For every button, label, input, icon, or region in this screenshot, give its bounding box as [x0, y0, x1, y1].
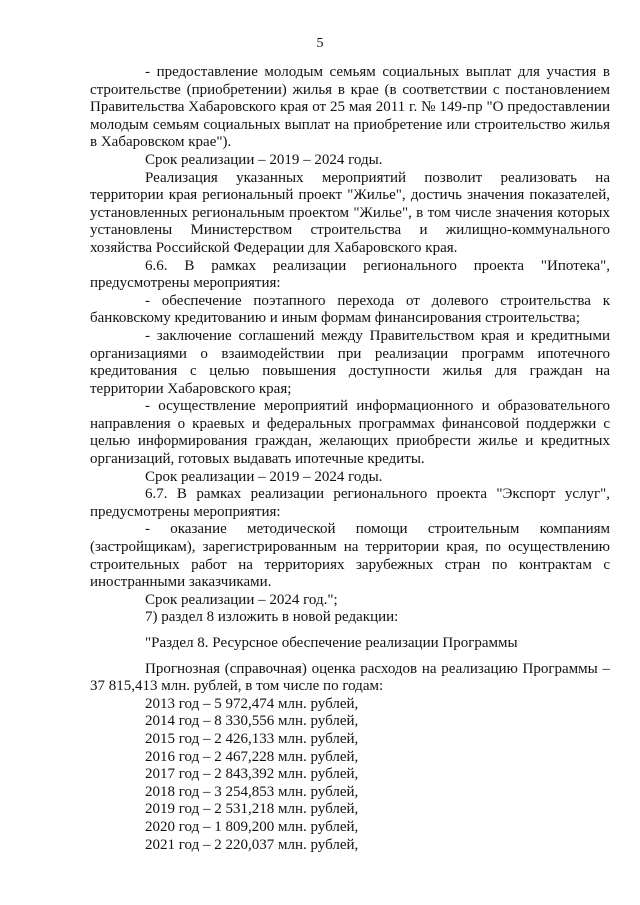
paragraph: - предоставление молодым семьям социальных выплат для участия в строительстве (приобретении) жилья в крае (в соответствии с постановлением Правительства Хабаровского края от 25 мая 2011 г. № 149-пр "О предоставлении молодым семьям социальных выплат на приобретение или строительство жилья в Хабаровском крае"). [90, 64, 610, 151]
paragraph: 7) раздел 8 изложить в новой редакции: [145, 609, 399, 626]
paragraph: 6.6. В рамках реализации регионального проекта "Ипотека", предусмотрены мероприятия: [90, 257, 610, 292]
year-line: 2013 год – 5 972,474 млн. рублей, [145, 695, 359, 712]
year-line: 2021 год – 2 220,037 млн. рублей, [145, 836, 359, 853]
paragraph: Срок реализации – 2019 – 2024 годы. [145, 468, 383, 485]
year-line: 2015 год – 2 426,133 млн. рублей, [145, 730, 359, 747]
paragraph: - оказание методической помощи строительным компаниям (застройщикам), зарегистрированным на территории края, по осуществлению строительных работ на территориях зарубежных стран по контрактам с иностранными заказчиками. [90, 521, 610, 591]
year-line: 2020 год – 1 809,200 млн. рублей, [145, 818, 359, 835]
year-line: 2017 год – 2 843,392 млн. рублей, [145, 766, 359, 783]
paragraph: Реализация указанных мероприятий позволит реализовать на территории края региональный проект "Жилье", достичь значения показателей, установленных региональным проектом "Жилье", в том числе значения которых установлены Министерством строительства и жилищно-коммунального хозяйства Российской Федерации для Хабаровского края. [90, 169, 610, 256]
year-line: 2019 год – 2 531,218 млн. рублей, [145, 801, 359, 818]
year-line: 2018 год – 3 254,853 млн. рублей, [145, 783, 359, 800]
paragraph: - осуществление мероприятий информационного и образовательного направления о краевых и федеральных программах финансовой поддержки с целью информирования граждан, желающих приобрести жилье и кредитных организаций, готовых выдавать ипотечные кредиты. [90, 398, 610, 468]
paragraph: Срок реализации – 2019 – 2024 годы. [145, 151, 383, 168]
page-number: 5 [316, 36, 324, 51]
paragraph: Срок реализации – 2024 год."; [145, 591, 338, 608]
document-body [90, 64, 610, 854]
section-heading: "Раздел 8. Ресурсное обеспечение реализации Программы [145, 635, 518, 651]
year-line: 2016 год – 2 467,228 млн. рублей, [145, 748, 359, 765]
paragraph: 6.7. В рамках реализации регионального проекта "Экспорт услуг", предусмотрены мероприятия: [90, 486, 610, 520]
paragraph: - заключение соглашений между Правительством края и кредитными организациями о взаимодействии при реализации программ ипотечного кредитования с целью повышения доступности жилья для граждан на территории Хабаровского края; [90, 327, 610, 397]
paragraph: - обеспечение поэтапного перехода от долевого строительства к банковскому кредитованию и иным формам финансирования строительства; [90, 292, 610, 327]
year-line: 2014 год – 8 330,556 млн. рублей, [145, 713, 359, 730]
forecast-intro: Прогнозная (справочная) оценка расходов на реализацию Программы – 37 815,413 млн. рублей, в том числе по годам: [90, 660, 610, 695]
